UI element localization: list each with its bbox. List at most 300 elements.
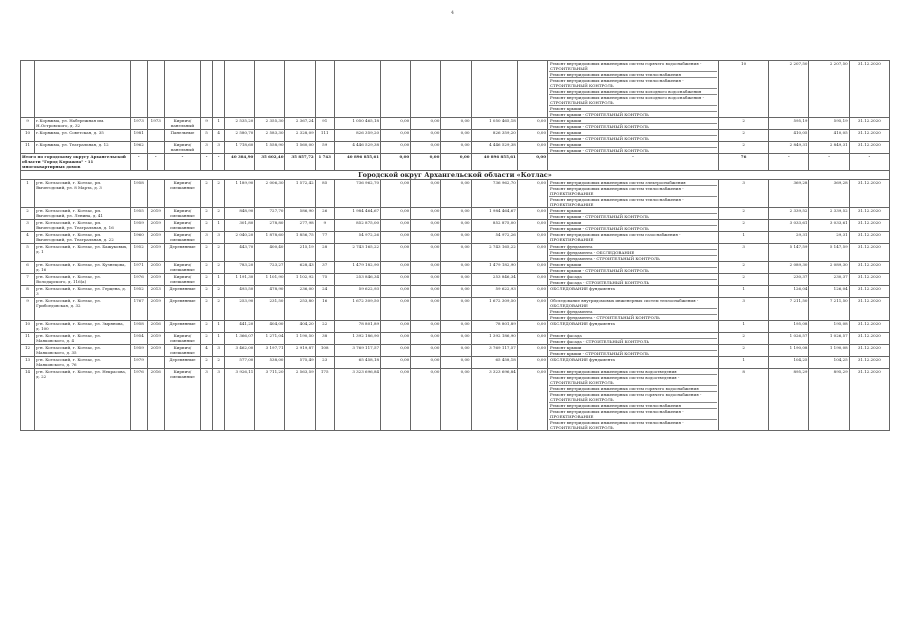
table-row <box>21 298 890 321</box>
cell-floors: 2 <box>201 286 213 298</box>
cell-max-cost: 2 849,31 <box>809 142 849 154</box>
cell-cost-region: 0,00 <box>411 369 441 431</box>
cell-address: р-н. Котласский, г. Котлас, рп. Вычегодский, ул. Ленина, д. 41 <box>35 208 131 220</box>
cell-cost-per-unit: 2 207,50 <box>769 61 809 118</box>
cell-area-living: 723,27 <box>255 262 285 274</box>
cell-area-total: 1 189,90 <box>225 180 255 208</box>
cell-deadline: 31.12.2020 <box>849 286 889 298</box>
cell-wall-material: Кирпич/панельный <box>164 118 200 130</box>
cell-works <box>547 286 718 298</box>
cell-unit-cost-note: 0,00 <box>517 142 547 154</box>
cell-year-built: 1952 <box>130 244 147 262</box>
cell-num: 4 <box>21 232 35 244</box>
work-item: Ремонт крыши <box>549 208 717 214</box>
cell-area-living-priv: 2 919,87 <box>285 345 315 357</box>
table-row <box>21 333 890 345</box>
total-dash: - <box>547 154 718 171</box>
cell-entrances: 2 <box>213 244 225 262</box>
cell-cost-total: 3 769 117,57 <box>334 345 380 357</box>
cell-floors: 2 <box>201 321 213 333</box>
cell-cost-local: 0,00 <box>441 298 471 321</box>
cell-cost-per-unit: 29,31 <box>769 232 809 244</box>
cell-cost-fund: 0,00 <box>381 286 411 298</box>
cell-wall-material: Кирпич/смешанные <box>164 232 200 244</box>
cell-cost-fund: 0,00 <box>381 345 411 357</box>
total-dash: - <box>769 154 809 171</box>
cell-area-total: 443,70 <box>225 244 255 262</box>
cell-year-built: 1955 <box>130 208 147 220</box>
cell-cost-region: 0,00 <box>411 357 441 369</box>
cell-area-living: 404,00 <box>255 321 285 333</box>
cell-units: 2 <box>718 262 768 274</box>
cell-floors: 2 <box>201 274 213 286</box>
cell-year-commission: 2016 <box>147 321 164 333</box>
cell-unit-cost-note: 0,00 <box>517 208 547 220</box>
cell-units: 1 <box>718 357 768 369</box>
cell-cost-owners: 3 769 117,57 <box>471 345 517 357</box>
cell-floors: 2 <box>201 262 213 274</box>
cell-units: 1 <box>718 286 768 298</box>
cell-floors: 2 <box>201 333 213 345</box>
cell-unit-cost-note: 0,00 <box>517 220 547 232</box>
cell-works <box>547 180 718 208</box>
cell-area-total: 783,20 <box>225 262 255 274</box>
cell-address <box>35 61 131 118</box>
total-area-living-priv: 35 857,72 <box>285 154 315 171</box>
cell-units: 2 <box>718 220 768 232</box>
cell-works <box>547 321 718 333</box>
cell-cost-total: 4 446 529,38 <box>334 142 380 154</box>
work-item: Ремонт крыши - СТРОИТЕЛЬНЫЙ КОНТРОЛЬ <box>549 351 649 356</box>
cell-deadline: 31.12.2020 <box>849 130 889 142</box>
cell-cost-fund: 0,00 <box>381 130 411 142</box>
work-item: Ремонт внутридомовых инженерных систем теплоснабжения - ПРОЕКТИРОВАНИЕ <box>549 409 717 420</box>
cell-deadline: 31.12.2020 <box>849 298 889 321</box>
cell-max-cost: 3 033,61 <box>809 220 849 232</box>
work-item: Ремонт крыши - СТРОИТЕЛЬНЫЙ КОНТРОЛЬ <box>549 148 649 153</box>
cell-year-built: 1976 <box>130 369 147 431</box>
cell-cost-fund <box>381 61 411 118</box>
cell-units: 2 <box>718 118 768 130</box>
work-item: Ремонт крыши <box>549 106 717 112</box>
cell-area-living-priv: 1 856,75 <box>285 232 315 244</box>
total-dash: - <box>147 154 164 171</box>
work-item: Ремонт крыши - СТРОИТЕЛЬНЫЙ КОНТРОЛЬ <box>549 268 649 273</box>
cell-wall-material: Кирпич/панельный <box>164 142 200 154</box>
work-item: Ремонт внутридомовых инженерных систем электроснабжения <box>549 180 717 186</box>
cell-cost-local: 0,00 <box>441 321 471 333</box>
repair-register-table <box>20 60 890 431</box>
cell-unit-cost-note: 0,00 <box>517 244 547 262</box>
cell-cost-owners: 1 479 182,90 <box>471 262 517 274</box>
cell-area-living: 2 355,30 <box>255 118 285 130</box>
cell-residents: 28 <box>315 244 334 262</box>
table-row <box>21 180 890 208</box>
cell-area-living-priv: 253,80 <box>285 298 315 321</box>
cell-area-living: 2 006,30 <box>255 180 285 208</box>
cell-address: р-н. Котласский, г. Котлас, рп. Вычегодский, ул. Театральная, д. 16 <box>35 220 131 232</box>
cell-floors <box>201 61 213 118</box>
cell-wall-material: Кирпич/смешанные <box>164 369 200 431</box>
cell-cost-per-unit: 2 089,30 <box>769 262 809 274</box>
work-item: Ремонт крыши <box>549 130 717 136</box>
cell-address: р-н. Котласский, г. Котлас, рп. Вычегодский, ул. Театральная, д. 22 <box>35 232 131 244</box>
work-item: Ремонт крыши - СТРОИТЕЛЬНЫЙ КОНТРОЛЬ <box>549 226 649 231</box>
cell-area-living: 538,00 <box>255 357 285 369</box>
total-units: 76 <box>718 154 768 171</box>
cell-residents: 85 <box>315 180 334 208</box>
cell-year-built: 1962 <box>130 142 147 154</box>
work-item: ОБСЛЕДОВАНИЕ фундамента <box>549 357 615 362</box>
cell-year-built: 1981 <box>130 130 147 142</box>
cell-unit-cost-note: 0,00 <box>517 333 547 345</box>
cell-floors: 3 <box>201 142 213 154</box>
cell-max-cost: 2 339,52 <box>809 208 849 220</box>
cell-address: г.Коряжма, ул. Советская, д. 35 <box>35 130 131 142</box>
cell-cost-owners: 1 050 465,18 <box>471 118 517 130</box>
cell-works <box>547 220 718 232</box>
cell-residents: 23 <box>315 357 334 369</box>
cell-cost-local: 0,00 <box>441 333 471 345</box>
cell-unit-cost-note: 0,00 <box>517 369 547 431</box>
table-row <box>21 321 890 333</box>
work-item: ОБСЛЕДОВАНИЕ фундамента <box>549 321 615 326</box>
total-dash: - <box>213 154 225 171</box>
cell-entrances: 2 <box>213 298 225 321</box>
cell-num <box>21 61 35 118</box>
cell-entrances: 2 <box>213 286 225 298</box>
cell-deadline: 31.12.2020 <box>849 345 889 357</box>
cell-area-living: 1 878,60 <box>255 232 285 244</box>
cell-num: 6 <box>21 262 35 274</box>
cell-units: 1 <box>718 321 768 333</box>
cell-residents: 59 <box>315 142 334 154</box>
cell-floors: 2 <box>201 180 213 208</box>
cell-cost-per-unit: 230,37 <box>769 274 809 286</box>
cell-address: р-н. Котласский, г. Котлас, ул. Маяковского, д. 4 <box>35 333 131 345</box>
cell-cost-local: 0,00 <box>441 345 471 357</box>
cell-residents: 75 <box>315 274 334 286</box>
cell-area-living-priv: 1 572,42 <box>285 180 315 208</box>
cell-year-commission: 2019 <box>147 232 164 244</box>
table-row <box>21 220 890 232</box>
cell-residents: 22 <box>315 321 334 333</box>
cell-year-commission <box>147 180 164 208</box>
cell-works <box>547 61 718 118</box>
cell-area-living: 727,70 <box>255 208 285 220</box>
cell-area-living-priv: 215,19 <box>285 244 315 262</box>
cell-cost-total: 1 672 309,50 <box>334 298 380 321</box>
cell-cost-region: 0,00 <box>411 345 441 357</box>
cell-address: р-н. Котласский, г. Котлас, ул. Кузнецова, д. 16 <box>35 262 131 274</box>
cell-address: р-н. Котласский, г. Котлас, ул. Грибоедовская, д. 32 <box>35 298 131 321</box>
cell-wall-material: Кирпич/смешанные <box>164 345 200 357</box>
cell-area-living-priv: 575,49 <box>285 357 315 369</box>
total-cost-local: 0,00 <box>441 154 471 171</box>
table-row <box>21 118 890 130</box>
cell-cost-local: 0,00 <box>441 357 471 369</box>
cell-max-cost: 29,31 <box>809 232 849 244</box>
cell-area-living-priv: 2 328,09 <box>285 130 315 142</box>
work-item: Ремонт фундамента - СТРОИТЕЛЬНЫЙ КОНТРОЛЬ <box>549 256 660 261</box>
work-item: Ремонт внутридомовых инженерных систем теплоснабжения <box>549 403 717 409</box>
cell-cost-fund: 0,00 <box>381 369 411 431</box>
work-item: Ремонт фундамента - ОБСЛЕДОВАНИЕ <box>549 250 717 256</box>
cell-deadline: 31.12.2020 <box>849 357 889 369</box>
cell-area-total: 2 580,70 <box>225 130 255 142</box>
cell-num: 2 <box>21 208 35 220</box>
cell-units: 2 <box>718 130 768 142</box>
cell-cost-owners: 852 875,00 <box>471 220 517 232</box>
table-row <box>21 232 890 244</box>
cell-entrances: 3 <box>213 142 225 154</box>
cell-deadline: 31.12.2020 <box>849 180 889 208</box>
cell-cost-per-unit: 5 147,59 <box>769 244 809 262</box>
cell-max-cost: 1 026,57 <box>809 333 849 345</box>
cell-cost-owners: 826 359,20 <box>471 130 517 142</box>
cell-cost-owners: 1 984 464,67 <box>471 208 517 220</box>
cell-deadline: 31.12.2020 <box>849 118 889 130</box>
cell-floors: 5 <box>201 130 213 142</box>
cell-cost-region: 0,00 <box>411 298 441 321</box>
cell-cost-owners: 1 392 186,90 <box>471 333 517 345</box>
cell-area-total: 1 718,60 <box>225 142 255 154</box>
total-row <box>21 154 890 171</box>
cell-cost-local: 0,00 <box>441 262 471 274</box>
cell-cost-region: 0,00 <box>411 130 441 142</box>
cell-cost-region: 0,00 <box>411 321 441 333</box>
cell-cost-total: 59 622,93 <box>334 286 380 298</box>
cell-year-built: 1952 <box>130 286 147 298</box>
work-item: Ремонт внутридомовых инженерных систем теплоснабжения - СТРОИТЕЛЬНЫЙ КОНТРОЛЬ <box>549 420 684 430</box>
cell-area-living: 400,40 <box>255 244 285 262</box>
table-row <box>21 142 890 154</box>
cell-max-cost: 104,25 <box>809 357 849 369</box>
cell-works <box>547 345 718 357</box>
cell-cost-total: 253 846,34 <box>334 274 380 286</box>
cell-area-living-priv <box>285 61 315 118</box>
total-area-living: 35 602,40 <box>255 154 285 171</box>
cell-cost-region: 0,00 <box>411 262 441 274</box>
cell-cost-fund: 0,00 <box>381 232 411 244</box>
total-cost-fund: 0,00 <box>381 154 411 171</box>
section-title: Городской округ Архангельской области «Котлас» <box>21 171 890 180</box>
cell-max-cost: 5 147,59 <box>809 244 849 262</box>
cell-wall-material: Кирпич/смешанные <box>164 208 200 220</box>
cell-cost-fund: 0,00 <box>381 321 411 333</box>
cell-address: р-н. Котласский, г. Котлас, рп. Вычегодский, ул. 8 Марта, д. 3 <box>35 180 131 208</box>
cell-residents: 91 <box>315 118 334 130</box>
cell-year-commission: 2019 <box>147 345 164 357</box>
work-item: Ремонт фасада <box>549 333 717 339</box>
work-item: Ремонт крыши - СТРОИТЕЛЬНЫЙ КОНТРОЛЬ <box>549 214 649 219</box>
cell-cost-per-unit: 195,08 <box>769 321 809 333</box>
cell-entrances <box>213 61 225 118</box>
table-row <box>21 286 890 298</box>
cell-cost-total: 852 875,00 <box>334 220 380 232</box>
cell-cost-per-unit: 2 339,52 <box>769 208 809 220</box>
cell-unit-cost-note: 0,00 <box>517 345 547 357</box>
cell-wall-material: Кирпич/смешанные <box>164 220 200 232</box>
work-item: Ремонт фасада - СТРОИТЕЛЬНЫЙ КОНТРОЛЬ <box>549 339 650 344</box>
work-item: Ремонт фундамента - СТРОИТЕЛЬНЫЙ КОНТРОЛЬ <box>549 315 660 320</box>
cell-cost-owners: 4 446 529,38 <box>471 142 517 154</box>
cell-cost-per-unit: 369,28 <box>769 180 809 208</box>
work-item: ОБСЛЕДОВАНИЕ фундамента <box>549 286 615 291</box>
cell-floors: 3 <box>201 232 213 244</box>
cell-cost-local: 0,00 <box>441 244 471 262</box>
table-row <box>21 262 890 274</box>
cell-wall-material: Деревянные <box>164 298 200 321</box>
table-row <box>21 369 890 431</box>
work-item: Ремонт внутридомовых инженерных систем горячего водоснабжения - СТРОИТЕЛЬНЫЙ КОНТРОЛЬ <box>549 392 717 403</box>
total-cost-region: 0,00 <box>411 154 441 171</box>
work-item: Ремонт внутридомовых инженерных систем холодного водоснабжения <box>549 89 717 95</box>
cell-works <box>547 274 718 286</box>
cell-area-total: 577,00 <box>225 357 255 369</box>
cell-entrances: 1 <box>213 274 225 286</box>
cell-area-total: 848,90 <box>225 208 255 220</box>
cell-num: 10 <box>21 130 35 142</box>
cell-units: 3 <box>718 244 768 262</box>
cell-cost-fund: 0,00 <box>381 298 411 321</box>
cell-num: 11 <box>21 142 35 154</box>
cell-cost-per-unit: 2 849,31 <box>769 142 809 154</box>
cell-wall-material: Кирпич/смешанные <box>164 180 200 208</box>
work-item: Ремонт крыши - СТРОИТЕЛЬНЫЙ КОНТРОЛЬ <box>549 136 649 141</box>
section-header-row <box>21 171 890 180</box>
cell-area-living-priv: 1 560,00 <box>285 142 315 154</box>
cell-floors: 9 <box>201 118 213 130</box>
cell-deadline: 31.12.2020 <box>849 333 889 345</box>
cell-cost-local: 0,00 <box>441 369 471 431</box>
cell-cost-fund: 0,00 <box>381 180 411 208</box>
cell-wall-material <box>164 61 200 118</box>
cell-max-cost: 895,29 <box>809 369 849 431</box>
cell-entrances: 3 <box>213 345 225 357</box>
cell-cost-per-unit: 895,29 <box>769 369 809 431</box>
cell-floors: 2 <box>201 298 213 321</box>
cell-cost-fund: 0,00 <box>381 142 411 154</box>
work-item: Ремонт внутридомовых инженерных систем газоснабжения - ПРОЕКТИРОВАНИЕ <box>549 232 681 242</box>
cell-year-commission <box>147 142 164 154</box>
total-dash: - <box>130 154 147 171</box>
work-item: Ремонт крыши <box>549 142 717 148</box>
cell-cost-region: 0,00 <box>411 333 441 345</box>
cell-cost-total: 736 962,70 <box>334 180 380 208</box>
cell-max-cost: 2 089,30 <box>809 262 849 274</box>
cell-area-living-priv: 277,98 <box>285 220 315 232</box>
table-row <box>21 274 890 286</box>
cell-area-total: 441,20 <box>225 321 255 333</box>
cell-year-built: 1976 <box>130 274 147 286</box>
cell-floors: 2 <box>201 357 213 369</box>
cell-cost-total: 1 479 182,90 <box>334 262 380 274</box>
cell-cost-region: 0,00 <box>411 208 441 220</box>
cell-year-commission: 2019 <box>147 244 164 262</box>
cell-floors: 2 <box>201 244 213 262</box>
cell-cost-per-unit: 595,19 <box>769 118 809 130</box>
cell-max-cost: 410,05 <box>809 130 849 142</box>
cell-max-cost: 195,08 <box>809 321 849 333</box>
cell-cost-fund: 0,00 <box>381 262 411 274</box>
cell-wall-material: Деревянные <box>164 357 200 369</box>
cell-address: р-н. Котласский, г. Котлас, ул. Маяковского, д. 76 <box>35 357 131 369</box>
cell-area-living: 1 558,90 <box>255 142 285 154</box>
cell-area-living: 478,90 <box>255 286 285 298</box>
cell-num: 3 <box>21 220 35 232</box>
cell-cost-total: 1 392 186,90 <box>334 333 380 345</box>
cell-units: 8 <box>718 369 768 431</box>
cell-cost-local: 0,00 <box>441 220 471 232</box>
cell-residents: 175 <box>315 369 334 431</box>
cell-unit-cost-note: 0,00 <box>517 274 547 286</box>
cell-year-commission: 2013 <box>147 286 164 298</box>
cell-address: р-н. Котласский, г. Котлас, ул. Некрасова, д. 22 <box>35 369 131 431</box>
cell-cost-total: 826 359,20 <box>334 130 380 142</box>
cell-num: 11 <box>21 333 35 345</box>
cell-address: р-н. Котласский, г. Котлас, ул. Зырянова, д. 100 <box>35 321 131 333</box>
cell-unit-cost-note: 0,00 <box>517 298 547 321</box>
work-item: Ремонт фасада <box>549 274 717 280</box>
cell-num: 9 <box>21 298 35 321</box>
cell-cost-total: 78 801,89 <box>334 321 380 333</box>
cell-deadline: 31.12.2020 <box>849 232 889 244</box>
cell-area-living <box>255 61 285 118</box>
cell-cost-local: 0,00 <box>441 180 471 208</box>
cell-cost-total: 3 323 696,84 <box>334 369 380 431</box>
cell-unit-cost-note: 0,00 <box>517 262 547 274</box>
cell-cost-region: 0,00 <box>411 286 441 298</box>
total-dash: - <box>809 154 849 171</box>
cell-cost-total: 1 984 464,67 <box>334 208 380 220</box>
cell-unit-cost-note <box>517 61 547 118</box>
cell-year-commission: 2019 <box>147 208 164 220</box>
cell-deadline: 31.12.2020 <box>849 142 889 154</box>
cell-works <box>547 298 718 321</box>
cell-units: 10 <box>718 61 768 118</box>
total-cost-total: 40 896 855,61 <box>334 154 380 171</box>
work-item: Ремонт крыши <box>549 262 717 268</box>
work-item: Ремонт крыши - СТРОИТЕЛЬНЫЙ КОНТРОЛЬ <box>549 112 649 117</box>
cell-units: 2 <box>718 142 768 154</box>
cell-area-total <box>225 61 255 118</box>
cell-unit-cost-note: 0,00 <box>517 357 547 369</box>
cell-entrances: 1 <box>213 321 225 333</box>
cell-units: 1 <box>718 232 768 244</box>
cell-area-living: 3 711,20 <box>255 369 285 431</box>
cell-cost-owners: 54 972,26 <box>471 232 517 244</box>
total-dash: - <box>164 154 200 171</box>
cell-residents: 9 <box>315 220 334 232</box>
cell-cost-per-unit: 7 211,50 <box>769 298 809 321</box>
cell-year-built: 1767 <box>130 298 147 321</box>
cell-year-commission: 2019 <box>147 274 164 286</box>
cell-wall-material: Кирпич/смешанные <box>164 333 200 345</box>
cell-cost-owners: 3 323 696,84 <box>471 369 517 431</box>
cell-num: 5 <box>21 244 35 262</box>
cell-unit-cost-note: 0,00 <box>517 118 547 130</box>
cell-cost-fund: 0,00 <box>381 333 411 345</box>
cell-deadline: 31.12.2020 <box>849 321 889 333</box>
table-row <box>21 130 890 142</box>
cell-area-living-priv: 1 190,50 <box>285 333 315 345</box>
cell-num: 1 <box>21 180 35 208</box>
cell-area-total: 3 462,00 <box>225 345 255 357</box>
cell-address: р-н. Котласский, г. Котлас, ул. Герцена, д. 3 <box>35 286 131 298</box>
cell-area-total: 2 040,20 <box>225 232 255 244</box>
cell-cost-fund: 0,00 <box>381 357 411 369</box>
